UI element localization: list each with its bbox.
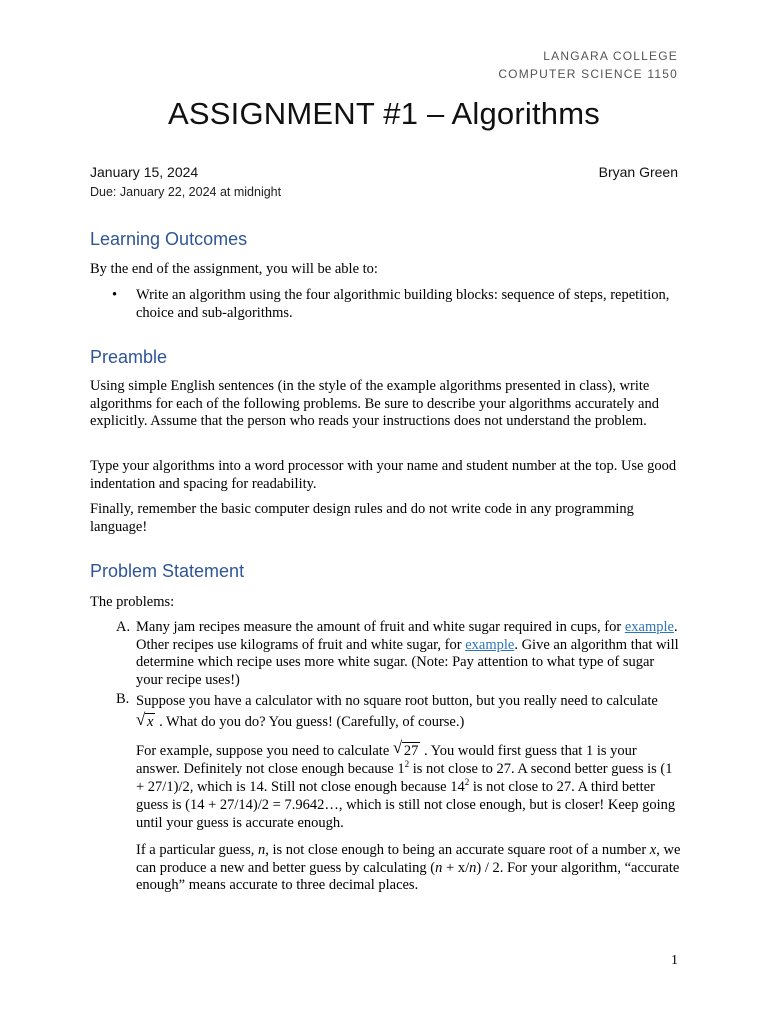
problem-statement-heading: Problem Statement: [90, 561, 245, 581]
variable-x: x: [649, 842, 657, 858]
formula-text-part: , is not close enough to being an accurate square root of a number: [265, 842, 650, 858]
learning-outcomes-intro: By the end of the assignment, you will be able to:: [90, 261, 378, 277]
formula-text-part: If a particular guess,: [136, 842, 258, 858]
problem-b-text: [136, 691, 681, 733]
problem-a-text-part: . Other recipes use kilograms of fruit and white sugar, for: [136, 619, 678, 653]
jam-recipe-kilograms-link[interactable]: example: [465, 636, 515, 653]
preamble-paragraph: Type your algorithms into a word processor with your name and student number at the top. Use good indentation and spacing for readability.: [90, 458, 677, 492]
problem-a-text-part: . Give an algorithm that will determine which recipe uses more white sugar. (Note: Pay attention to what type of sugar your recipe uses!): [136, 636, 679, 688]
problem-a-text-part: Many jam recipes measure the amount of fruit and white sugar required in cups, for: [136, 619, 625, 635]
problem-statement-intro: The problems:: [90, 594, 175, 610]
document-title: ASSIGNMENT #1 – Algorithms: [168, 96, 600, 131]
problem-b-text-part: Suppose you have a calculator with no square root button, but you really need to calculate: [136, 693, 658, 709]
formula-text-part: ) / 2. For your algorithm, “accurate enough” means accurate to three decimal places.: [136, 859, 680, 893]
example-text-part: is not close to 27. A third better guess is (14 + 27/14)/2 = 7.9642…, which is still not close enough, but is closer! Keep going until your guess is accurate enough.: [136, 779, 676, 831]
problem-a-text: [136, 619, 681, 689]
page-number: 1: [671, 953, 678, 968]
problem-b-example: [136, 738, 681, 832]
variable-n: n: [435, 859, 443, 876]
problem-a-letter: A.: [116, 619, 131, 635]
formula-text-part: + x/: [442, 859, 470, 876]
preamble-paragraph: Finally, remember the basic computer design rules and do not write code in any programming language!: [90, 501, 634, 535]
square-root-27: √ 27: [392, 738, 419, 759]
header-college: LANGARA COLLEGE: [543, 49, 678, 63]
example-text-part: For example, suppose you need to calculate: [136, 743, 393, 759]
problem-b-formula-paragraph: [136, 842, 681, 895]
example-text-part: . You would first guess that 1 is your answer. Definitely not close enough because 1: [136, 743, 637, 777]
document-header: [498, 47, 678, 83]
learning-outcome-item: Write an algorithm using the four algorithmic building blocks: sequence of steps, repetition, choice and sub-algorithms.: [136, 287, 670, 321]
author-name: Bryan Green: [598, 164, 678, 180]
header-course: COMPUTER SCIENCE 1150: [498, 67, 678, 81]
jam-recipe-cups-link[interactable]: example: [624, 619, 674, 635]
learning-outcomes-heading: Learning Outcomes: [90, 229, 248, 249]
preamble-paragraph: Using simple English sentences (in the style of the example algorithms presented in class), write algorithms for each of the following problems. Be sure to describe your algorithms accurately and explicitly. Assume that the person who reads your instructions does not understand the problem.: [90, 378, 659, 429]
preamble-heading: Preamble: [90, 347, 168, 367]
variable-n: n: [258, 842, 266, 858]
radicand: 27: [403, 743, 419, 759]
due-date: Due: January 22, 2024 at midnight: [90, 185, 282, 199]
example-text-part: is not close to 27. A second better guess is (1 + 27/1)/2, which is 14. Still not close enough because 14: [136, 761, 673, 795]
radicand: x: [147, 714, 154, 730]
problem-b-text-part: . What do you do? You guess! (Carefully, of course.): [155, 714, 465, 730]
variable-n: n: [469, 859, 477, 876]
bullet-marker: •: [112, 287, 118, 303]
exponent: 2: [464, 777, 470, 788]
square-root-x: √ x: [136, 710, 154, 730]
formula-text-part: , we can produce a new and better guess by calculating (: [136, 842, 681, 876]
problem-b-letter: B.: [116, 691, 130, 707]
exponent: 2: [404, 759, 410, 770]
assignment-date: January 15, 2024: [90, 164, 199, 180]
